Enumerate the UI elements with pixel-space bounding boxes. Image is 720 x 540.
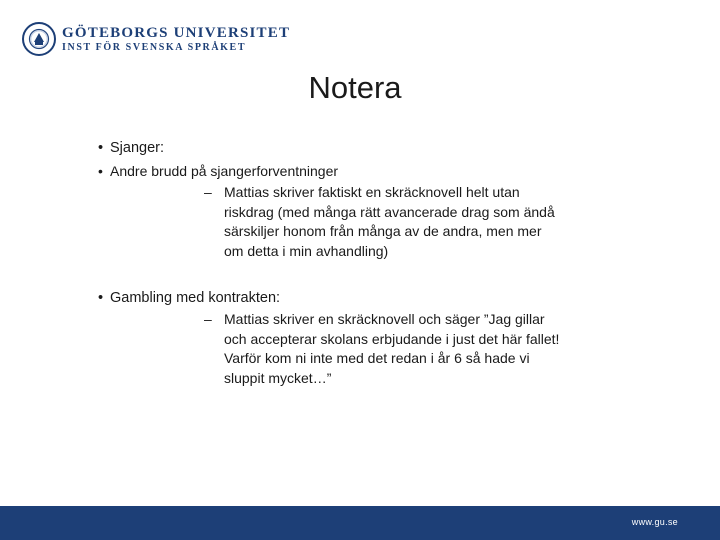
sub-bullet-line: och accepterar skolans erbjudande i just det här fallet! (224, 330, 560, 347)
sub-bullet-line: riskdrag (med många rätt avancerade drag som ändå (224, 203, 555, 220)
sub-bullet-line: om detta i min avhandling) (224, 242, 389, 259)
university-name: GÖTEBORGS UNIVERSITET (62, 24, 291, 41)
dash-glyph: – (204, 184, 212, 200)
sub-bullet-line: sluppit mycket…” (224, 369, 332, 386)
institution-name: INST FÖR SVENSKA SPRÅKET (62, 41, 247, 53)
university-logo (22, 22, 290, 56)
sub-bullet-line: särskiljer honom från många av de andra, men mer (224, 223, 542, 239)
slide-title: Notera (308, 70, 402, 105)
dash-glyph: – (204, 311, 212, 327)
footer-url: www.gu.se (631, 517, 678, 527)
bullet-text: Gambling med kontrakten: (110, 290, 281, 306)
bullet-text: Sjanger: (110, 140, 165, 156)
sub-bullet-line: Mattias skriver faktiskt en skräcknovell helt utan (224, 184, 520, 200)
bullet-glyph: • (98, 163, 103, 179)
sub-bullet-line: Mattias skriver en skräcknovell och säger ”Jag gillar (224, 311, 545, 327)
bullet-text: Andre brudd på sjangerforventninger (110, 163, 339, 179)
footer-bar (0, 506, 720, 540)
university-seal-icon (22, 22, 56, 56)
sub-bullet-line: Varför kom ni inte med det redan i år 6 så hade vi (224, 350, 530, 366)
bullet-glyph: • (98, 140, 104, 156)
bullet-glyph: • (98, 290, 104, 306)
